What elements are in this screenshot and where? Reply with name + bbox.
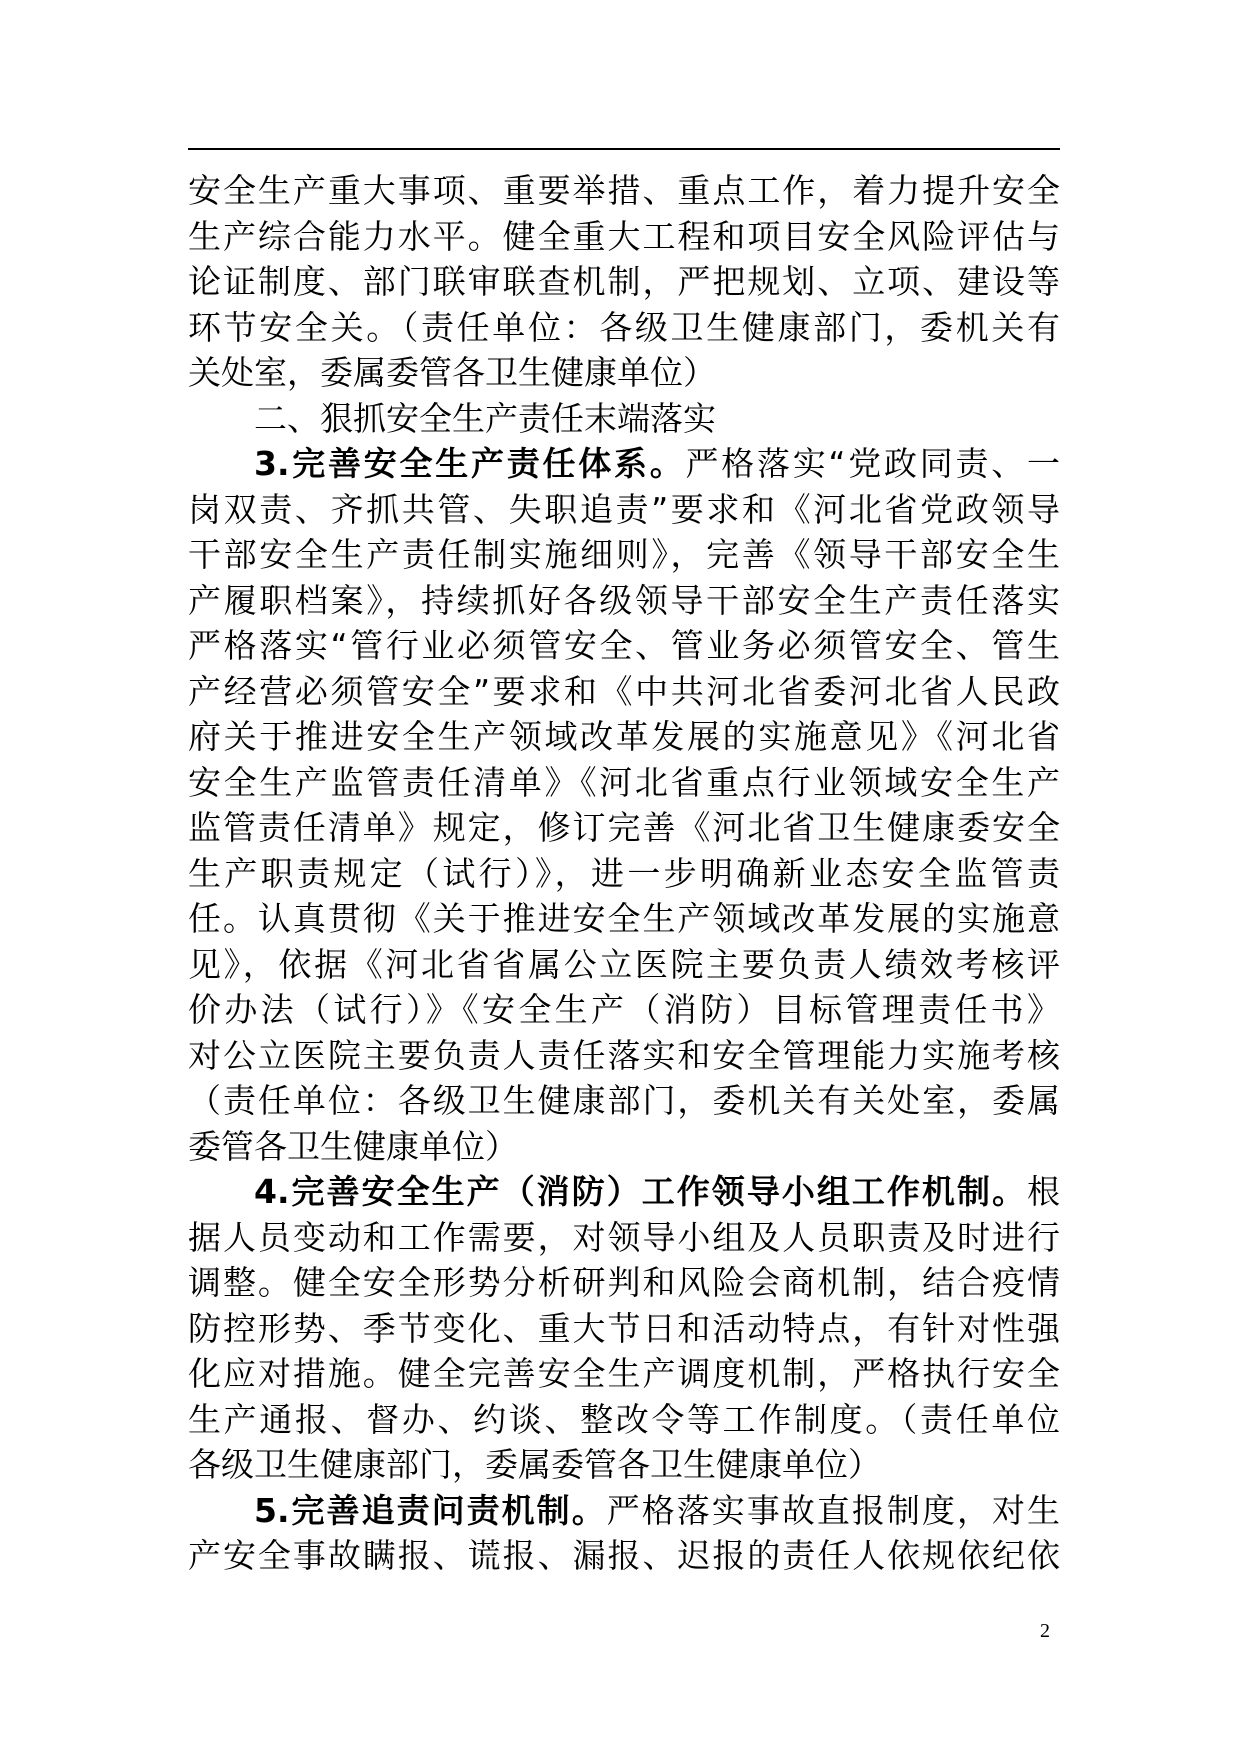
header-rule xyxy=(188,148,1060,150)
paragraph-line: 防控形势、季节变化、重大节日和活动特点，有针对性强 xyxy=(188,1308,1060,1348)
paragraph-line: 委管各卫生健康单位） xyxy=(188,1126,518,1166)
paragraph-line: 对公立医院主要负责人责任落实和安全管理能力实施考核 xyxy=(188,1035,1060,1075)
paragraph-line: 干部安全生产责任制实施细则》，完善《领导干部安全生 xyxy=(188,535,1060,574)
item-text: 严格落实事故直报制度，对生 xyxy=(606,1490,1061,1530)
paragraph-line: 化应对措施。健全完善安全生产调度机制，严格执行安全 xyxy=(188,1354,1060,1393)
item-text: 严格落实“党政同责、一 xyxy=(685,444,1060,483)
document-body xyxy=(188,168,1060,1579)
paragraph-line: 环节安全关。（责任单位：各级卫生健康部门，委机关有 xyxy=(188,307,1060,347)
paragraph-line: 安全生产重大事项、重要举措、重点工作，着力提升安全 xyxy=(188,171,1060,210)
paragraph-line: 严格落实“管行业必须管安全、管业务必须管安全、管生 xyxy=(188,626,1060,665)
item-heading: 5.完善追责问责机制。 xyxy=(254,1490,607,1530)
paragraph-line: 任。认真贯彻《关于推进安全生产领域改革发展的实施意 xyxy=(188,899,1060,938)
item-text: 根 xyxy=(1027,1172,1060,1211)
paragraph-line: 府关于推进安全生产领域改革发展的实施意见》《河北省 xyxy=(188,717,1060,756)
paragraph-line: （责任单位：各级卫生健康部门，委机关有关处室，委属 xyxy=(188,1081,1060,1120)
paragraph-line xyxy=(188,1169,1060,1215)
paragraph-line: 生产综合能力水平。健全重大工程和项目安全风险评估与 xyxy=(188,216,1060,256)
paragraph-line: 产安全事故瞒报、谎报、漏报、迟报的责任人依规依纪依 xyxy=(188,1536,1060,1575)
paragraph-line: 各级卫生健康部门，委属委管各卫生健康单位） xyxy=(188,1445,881,1484)
paragraph-line: 岗双责、齐抓共管、失职追责”要求和《河北省党政领导 xyxy=(188,489,1060,529)
item-heading: 3.完善安全生产责任体系。 xyxy=(254,444,686,483)
section-heading: 二、狠抓安全生产责任末端落实 xyxy=(254,398,716,438)
page-number: 2 xyxy=(1040,1620,1050,1642)
paragraph-line: 调整。健全安全形势分析研判和风险会商机制，结合疫情 xyxy=(188,1263,1060,1302)
paragraph-line: 价办法（试行）》《安全生产（消防）目标管理责任书》 xyxy=(188,990,1060,1029)
paragraph-line xyxy=(188,1488,1060,1534)
paragraph-line: 生产通报、督办、约谈、整改令等工作制度。（责任单位 xyxy=(188,1399,1060,1439)
paragraph-line: 论证制度、部门联审联查机制，严把规划、立项、建设等 xyxy=(188,262,1060,301)
paragraph-line: 见》，依据《河北省省属公立医院主要负责人绩效考核评 xyxy=(188,944,1060,984)
paragraph-line: 关处室，委属委管各卫生健康单位） xyxy=(188,353,716,392)
paragraph-line: 生产职责规定（试行）》，进一步明确新业态安全监管责 xyxy=(188,853,1060,893)
item-heading: 4.完善安全生产（消防）工作领导小组工作机制。 xyxy=(254,1172,1027,1211)
paragraph-line: 产履职档案》，持续抓好各级领导干部安全生产责任落实 xyxy=(188,580,1060,620)
paragraph-line: 监管责任清单》规定，修订完善《河北省卫生健康委安全 xyxy=(188,808,1060,847)
paragraph-line: 产经营必须管安全”要求和《中共河北省委河北省人民政 xyxy=(188,671,1060,711)
paragraph-line: 安全生产监管责任清单》《河北省重点行业领域安全生产 xyxy=(188,762,1060,802)
paragraph-line xyxy=(188,441,1060,487)
paragraph-line: 据人员变动和工作需要，对领导小组及人员职责及时进行 xyxy=(188,1217,1060,1257)
